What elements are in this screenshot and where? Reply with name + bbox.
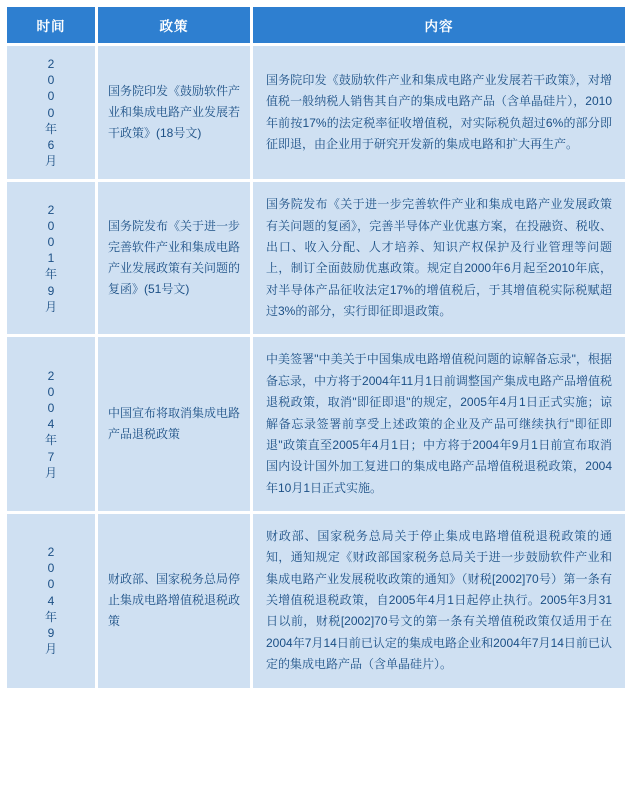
date-char: 0 xyxy=(47,561,55,576)
column-header-content: 内容 xyxy=(253,7,625,43)
cell-content: 中美签署"中美关于中国集成电路增值税问题的谅解备忘录"，根据备忘录，中方将于2004年11月1日前调整国产集成电路产品增值税退税政策，取消"即征即退"的规定，2005年4月1日正式实施；谅解备忘录签署前享受上述政策的企业及产品可继续执行"即征即退"政策直至2005年4月1日；中方将于2004年9月1日前宣布取消国内设计国外加工复进口的集成电路产品增值税退税政策，2004年10月1日正式实施。 xyxy=(253,337,625,511)
cell-content: 财政部、国家税务总局关于停止集成电路增值税退税政策的通知，通知规定《财政部国家税务总局关于进一步鼓励软件产业和集成电路产业发展税收政策的通知》（财税[2002]70号）第一条有关增值税退税政策，自2005年4月1日起停止执行。2005年3月31日以前，财税[2002]70号文的第一条有关增值税政策仅适用于在2004年7月14日前已认定的集成电路企业和2004年7月14日前已认定的集成电路产品（含单晶硅片）。 xyxy=(253,514,625,688)
cell-policy: 国务院发布《关于进一步完善软件产业和集成电路产业发展政策有关问题的复函》(51号文) xyxy=(98,182,250,334)
date-char: 0 xyxy=(47,400,55,415)
date-char: 月 xyxy=(44,642,57,657)
date-char: 年 xyxy=(44,609,57,624)
cell-policy: 国务院印发《鼓励软件产业和集成电路产业发展若干政策》(18号文) xyxy=(98,46,250,179)
column-header-policy: 政策 xyxy=(98,7,250,43)
date-char: 2 xyxy=(47,57,55,71)
date-char: 年 xyxy=(44,433,57,448)
date-char: 月 xyxy=(44,465,57,480)
cell-policy: 财政部、国家税务总局停止集成电路增值税退税政策 xyxy=(98,514,250,688)
date-char: 2 xyxy=(47,202,55,217)
date-char: 2 xyxy=(47,368,55,383)
cell-date xyxy=(7,182,95,334)
date-char: 0 xyxy=(47,235,55,250)
date-char: 月 xyxy=(44,299,57,314)
date-char: 0 xyxy=(47,89,55,104)
date-char: 0 xyxy=(47,73,55,88)
date-char: 0 xyxy=(47,105,55,120)
date-char: 4 xyxy=(47,593,55,608)
cell-date xyxy=(7,337,95,511)
date-char: 0 xyxy=(47,218,55,233)
date-char: 年 xyxy=(44,121,57,136)
table-row xyxy=(7,46,625,179)
table-row xyxy=(7,514,625,688)
table-header xyxy=(7,7,625,43)
cell-date xyxy=(7,46,95,179)
cell-content: 国务院发布《关于进一步完善软件产业和集成电路产业发展政策有关问题的复函》，完善半导体产业优惠方案，在投融资、税收、出口、收入分配、人才培养、知识产权保护及行业管理等问题上，制订全面鼓励优惠政策。规定自2000年6月起至2010年底，对半导体产品征收法定17%的增值税后，于其增值税实际税赋超过3%的部分，实行即征即退政策。 xyxy=(253,182,625,334)
cell-content: 国务院印发《鼓励软件产业和集成电路产业发展若干政策》，对增值税一般纳税人销售其自产的集成电路产品（含单晶硅片），2010年前按17%的法定税率征收增值税，对实际税负超过6%的部分即征即退，由企业用于研究开发新的集成电路和扩大再生产。 xyxy=(253,46,625,179)
cell-date xyxy=(7,514,95,688)
date-char: 9 xyxy=(47,626,55,641)
date-char: 0 xyxy=(47,384,55,399)
policy-table xyxy=(4,4,626,691)
date-char: 年 xyxy=(44,267,57,282)
date-char: 6 xyxy=(47,137,55,152)
date-char: 月 xyxy=(44,154,57,169)
table-row xyxy=(7,182,625,334)
date-char: 4 xyxy=(47,417,55,432)
column-header-time: 时间 xyxy=(7,7,95,43)
date-char: 1 xyxy=(47,251,55,266)
date-char: 2 xyxy=(47,545,55,560)
date-char: 0 xyxy=(47,577,55,592)
table-row xyxy=(7,337,625,511)
date-char: 9 xyxy=(47,283,55,298)
date-char: 7 xyxy=(47,449,55,464)
table-body xyxy=(7,46,625,688)
cell-policy: 中国宣布将取消集成电路产品退税政策 xyxy=(98,337,250,511)
table-header-row xyxy=(7,7,625,43)
